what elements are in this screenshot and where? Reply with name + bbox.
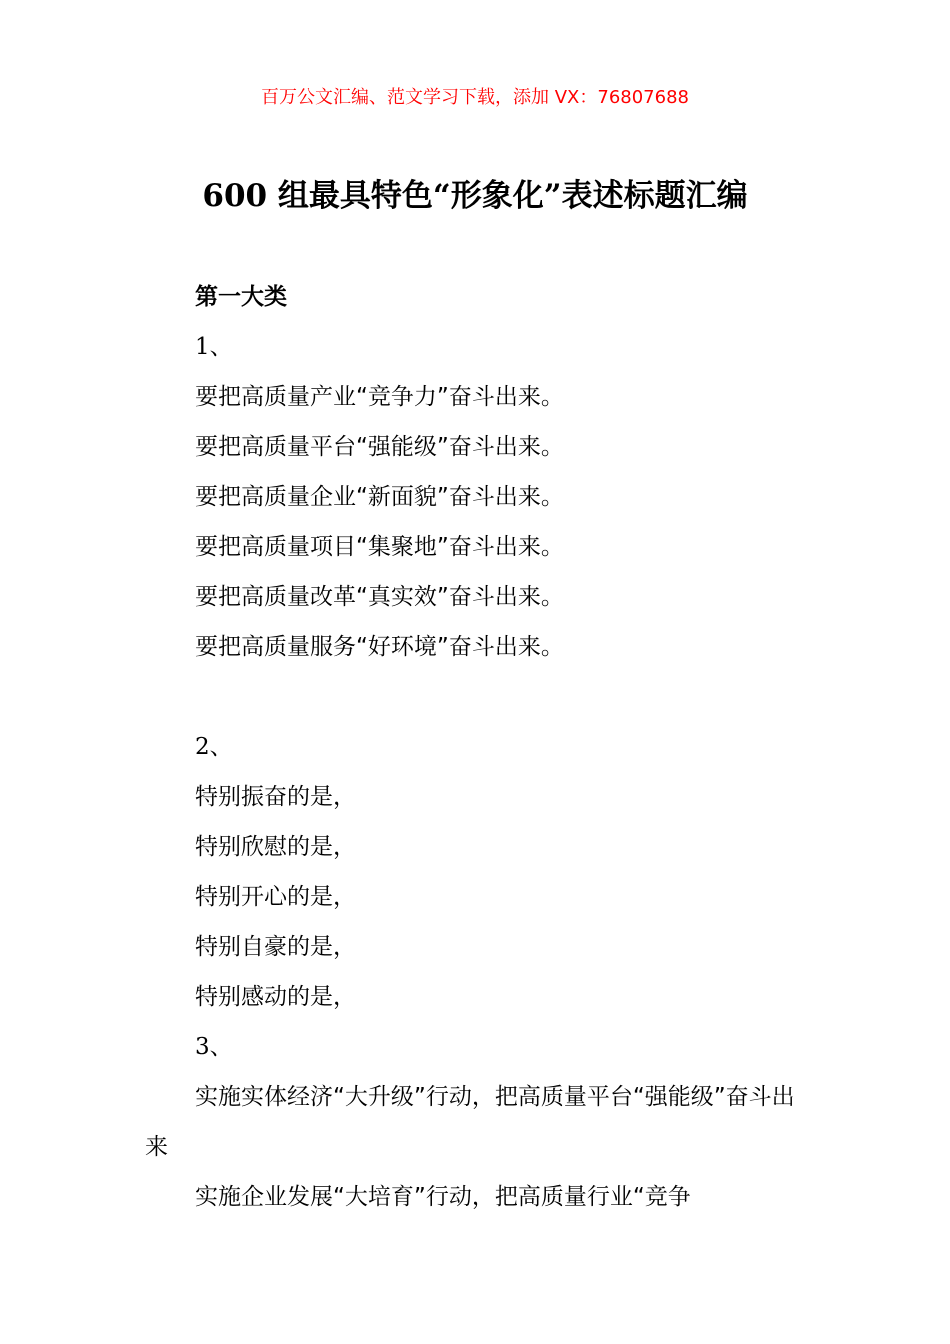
group2-line-1: 特别振奋的是， — [195, 784, 356, 810]
category-heading: 第一大类 — [195, 284, 287, 310]
item-number-2: 2、 — [195, 734, 233, 760]
group1-line-1: 要把高质量产业“竞争力”奋斗出来。 — [195, 384, 564, 410]
header-promo-note: 百万公文汇编、范文学习下载，添加 VX：76807688 — [261, 87, 689, 108]
group1-line-2: 要把高质量平台“强能级”奋斗出来。 — [195, 434, 564, 460]
group2-line-3: 特别开心的是， — [195, 884, 356, 910]
group3-line-2: 实施企业发展“大培育”行动，把高质量行业“竞争 — [195, 1184, 691, 1210]
document-body — [145, 272, 810, 1222]
group3-line-1: 实施实体经济“大升级”行动，把高质量平台“强能级”奋斗出来 — [145, 1084, 795, 1160]
group1-line-5: 要把高质量改革“真实效”奋斗出来。 — [195, 584, 564, 610]
group2-line-2: 特别欣慰的是， — [195, 834, 356, 860]
document-title: 600 组最具特色“形象化”表述标题汇编 — [202, 178, 748, 214]
group1-line-3: 要把高质量企业“新面貌”奋斗出来。 — [195, 484, 564, 510]
group1-line-6: 要把高质量服务“好环境”奋斗出来。 — [195, 634, 564, 660]
blank-line — [145, 672, 810, 722]
item-number-1: 1、 — [195, 334, 233, 360]
item-number-3: 3、 — [195, 1034, 233, 1060]
group2-line-5: 特别感动的是， — [195, 984, 356, 1010]
group2-line-4: 特别自豪的是， — [195, 934, 356, 960]
group1-line-4: 要把高质量项目“集聚地”奋斗出来。 — [195, 534, 564, 560]
